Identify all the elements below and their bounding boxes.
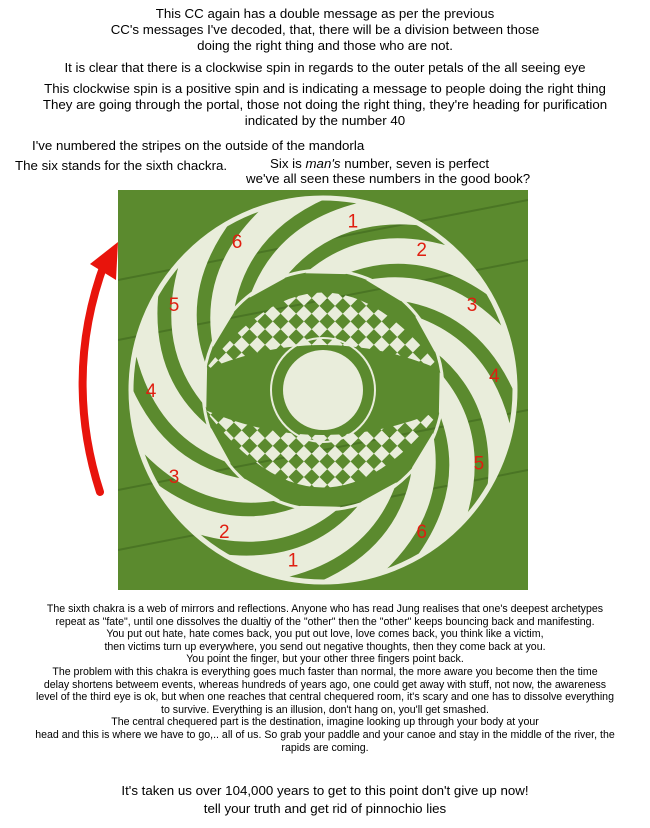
stripe-number: 1 [347,211,359,233]
stripe-number: 4 [489,366,500,387]
stripe-number: 2 [219,521,230,543]
numbered-note: I've numbered the stripes on the outside of the mandorla [32,138,365,153]
header-line-7: indicated by the number 40 [244,113,406,128]
number-seven: number, seven is perfect [340,156,490,171]
body-line-3: You put out hate, hate comes back, you put out love, love comes back, you think like a victim, [106,628,544,641]
body-line-12: rapids are coming. [281,741,369,754]
stripe-number: 5 [168,295,180,316]
body-line-6: The problem with this chakra is everything goes much faster than normal, the more aware you become then the time [52,665,598,678]
stripe-number: 3 [466,295,478,316]
footer-line-1: It's taken us over 104,000 years to get to this point don't give up now! [121,783,529,798]
stripe-number: 4 [145,381,157,402]
body-line-2: repeat as "fate", until one dissolves the dualtiy of the "other" then the "other" keeps bouncing back and manifesting. [55,615,595,628]
footer-line-2: tell your truth and get rid of pinnochio lies [203,801,447,816]
header-line-1: This CC again has a double message as per the previous [155,6,495,21]
good-book-note: we've all seen these numbers in the good book? [246,171,531,186]
body-paragraph [0,603,650,754]
body-line-8: level of the third eye is ok, but when one reaches that central chequered room, it's scary and one has to dissolve everything [36,691,614,704]
mans-italic: man's [305,156,341,171]
body-line-5: You point the finger, but your other three fingers point back. [186,653,464,666]
stripe-number: 1 [287,550,299,572]
body-line-9: to survive. Everything is an illusion, don't hang on, you'll get smashed. [161,703,489,716]
center-disc [283,350,363,430]
body-line-7: delay shortens betweem events, whereas hundreds of years ago, one could get away with stuff, not now, the awareness [43,678,607,691]
header-line-6: They are going through the portal, those not doing the right thing, they're heading for purification [42,97,608,112]
six-is: Six is [270,156,306,171]
stripe-number: 3 [168,467,180,488]
crop-circle-photo [118,190,528,590]
body-line-1: The sixth chakra is a web of mirrors and reflections. Anyone who has read Jung realises that one's deepest archetypes [46,603,604,615]
header-line-5: This clockwise spin is a positive spin and is indicating a message to people doing the right thing [44,81,606,96]
stripe-number: 5 [473,453,485,475]
arrow-shaft [83,262,105,492]
body-line-10: The central chequered part is the destination, imagine looking up through your body at your [111,716,539,729]
stripe-number: 6 [416,521,427,543]
body-line-11: head and this is where we have to go,.. all of us. So grab your paddle and your canoe and stay in the middle of the river, the [35,728,615,741]
stripe-number: 2 [416,240,427,262]
stripe-number: 6 [231,232,243,253]
header-line-4: It is clear that there is a clockwise spin in regards to the outer petals of the all seeing eye [64,60,586,75]
six-is-mans-number [270,156,489,172]
body-line-4: then victims turn up everywhere, you send out negative thoughts, then they come back at you. [104,640,546,653]
header-line-2: CC's messages I've decoded, that, there will be a division between those [110,22,540,37]
header-line-3: doing the right thing and those who are not. [197,38,453,53]
sixth-chakra-note: The six stands for the sixth chackra. [15,158,228,173]
